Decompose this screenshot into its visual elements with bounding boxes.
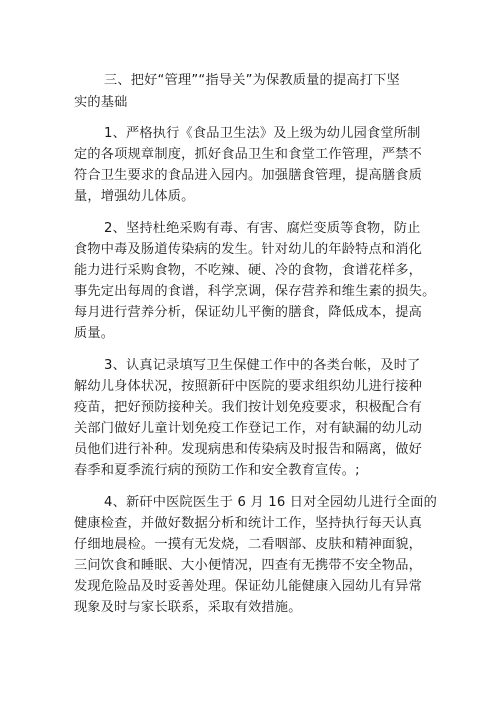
paragraph-3-line-3: 疫苗，把好预防接种关。我们按计划免疫要求，积极配合有 — [74, 400, 423, 415]
paragraph-4-line-2: 健康检查，并做好数据分析和统计工作，坚持执行每天认真 — [74, 516, 423, 531]
paragraph-1-line-2: 定的各项规章制度，抓好食品卫生和食堂工作管理，严禁不 — [74, 147, 423, 162]
paragraph-2-line-1: 2、坚持杜绝采购有毒、有害、腐烂变质等食物，防止 — [104, 221, 421, 236]
paragraph-1-line-3: 符合卫生要求的食品进入园内。加强膳食管理，提高膳食质 — [74, 168, 423, 183]
paragraph-4-line-5: 发现危险品及时妥善处理。保证幼儿能健康入园幼儿有异常 — [74, 579, 423, 594]
paragraph-2-line-2: 食物中毒及肠道传染病的发生。针对幼儿的年龄特点和消化 — [74, 242, 423, 257]
paragraph-3-line-1: 3、认真记录填写卫生保健工作中的各类台帐，及时了 — [104, 358, 421, 373]
paragraph-2-line-3: 能力进行采购食物，不吃辣、硬、冷的食物，食谱花样多， — [74, 263, 423, 278]
section-heading-line-2: 实的基础 — [74, 95, 128, 110]
paragraph-2-line-5: 每月进行营养分析，保证幼儿平衡的膳食，降低成本，提高 — [74, 305, 423, 320]
paragraph-3-line-5: 员他们进行补种。发现病患和传染病及时报告和隔离，做好 — [74, 442, 423, 457]
paragraph-3-line-2: 解幼儿身体状况，按照新矸中医院的要求组织幼儿进行接种 — [74, 379, 423, 394]
paragraph-3-line-4: 关部门做好儿童计划免疫工作登记工作，对有缺漏的幼儿动 — [74, 421, 423, 436]
paragraph-2-line-6: 质量。 — [74, 326, 115, 341]
paragraph-1-line-1: 1、严格执行《食品卫生法》及上级为幼儿园食堂所制 — [104, 126, 421, 141]
paragraph-3-line-6: 春季和夏季流行病的预防工作和安全教育宣传。; — [74, 463, 360, 478]
paragraph-2-line-4: 事先定出每周的食谱，科学烹调，保存营养和维生素的损失。 — [74, 284, 436, 299]
paragraph-1-line-4: 量，增强幼儿体质。 — [74, 189, 195, 204]
paragraph-4-line-6: 现象及时与家长联系，采取有效措施。 — [74, 600, 302, 615]
section-heading-line-1: 三、把好“管理”“指导关”为保教质量的提高打下坚 — [104, 73, 400, 88]
paragraph-4-line-3: 仔细地晨检。一摸有无发烧，二看咽部、皮肤和精神面貌， — [74, 537, 423, 552]
paragraph-4-line-1: 4、新矸中医院医生于 6 月 16 日对全园幼儿进行全面的 — [104, 495, 438, 510]
paragraph-4-line-4: 三问饮食和睡眠、大小便情况，四查有无携带不安全物品， — [74, 558, 423, 573]
